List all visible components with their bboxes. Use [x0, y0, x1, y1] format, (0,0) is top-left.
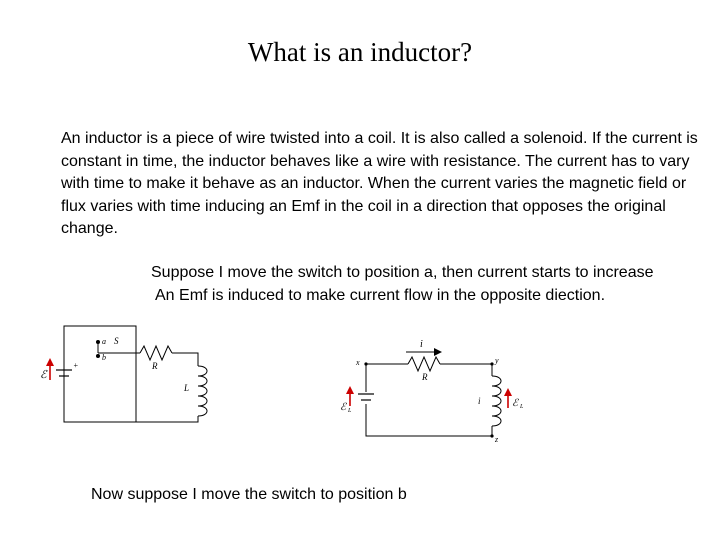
- induced-emf-subscript: L: [520, 404, 524, 410]
- wire-inductor-bottom: [136, 416, 198, 422]
- source-emf-arrow-icon: [346, 386, 354, 406]
- source-emf-subscript: L: [348, 408, 352, 414]
- intro-paragraph: An inductor is a piece of wire twisted into a coil. It is also called a solenoid. If the current is constant in time, the inductor behaves like a wire with resistance. The current has to vary with time to make it behave as an inductor. When the current varies the magnetic field or flux varies with time inducing an Emf in the coil in a direction that opposes the original change.: [61, 130, 698, 237]
- wire-right-bottom: [366, 404, 492, 436]
- right-resistor-label: R: [422, 372, 428, 382]
- node-x-label: x: [356, 358, 360, 367]
- left-resistor-label: R: [152, 361, 158, 371]
- current-arrow-icon: [406, 348, 442, 356]
- left-switch-pos-b: b: [102, 353, 106, 362]
- node-z-label: z: [495, 435, 499, 444]
- left-switch-pos-a: a: [102, 337, 106, 346]
- node-y-dot: [490, 362, 493, 365]
- circuit-diagram-switch: [40, 318, 220, 428]
- wire-resistor-to-inductor: [172, 353, 198, 366]
- current-label: i: [420, 339, 423, 350]
- wire-outer-loop: [64, 326, 136, 422]
- node-z-dot: [490, 434, 493, 437]
- note-switch-b: Now suppose I move the switch to position b: [91, 486, 407, 503]
- slide-title: What is an inductor?: [247, 37, 473, 67]
- left-emf-label: ℰ: [40, 369, 47, 381]
- node-y-label: y: [495, 356, 499, 365]
- note-switch-a-line-1: Suppose I move the switch to position a, then current starts to increase: [151, 264, 654, 281]
- inductor-current-label: i: [478, 396, 481, 406]
- circuit-diagram-rl: [340, 334, 524, 444]
- note-switch-a-line-2: An Emf is induced to make current flow in the opposite diection.: [155, 287, 606, 304]
- left-switch-label: S: [114, 336, 119, 346]
- inductor-coil-right: [492, 376, 501, 426]
- source-emf-label: ℰ: [340, 402, 347, 413]
- induced-emf-label: ℰ: [512, 398, 519, 409]
- induced-emf-arrow-icon: [504, 388, 512, 408]
- switch-contact-b: [96, 354, 100, 358]
- left-plus-sign: +: [73, 361, 79, 370]
- wire-top-right: [440, 364, 492, 376]
- resistor-zigzag-right: [408, 357, 440, 371]
- emf-arrow-icon: [46, 358, 54, 380]
- node-x-dot: [364, 362, 367, 365]
- left-inductor-label: L: [184, 383, 190, 393]
- inductor-coil: [198, 366, 207, 416]
- resistor-zigzag: [140, 346, 172, 360]
